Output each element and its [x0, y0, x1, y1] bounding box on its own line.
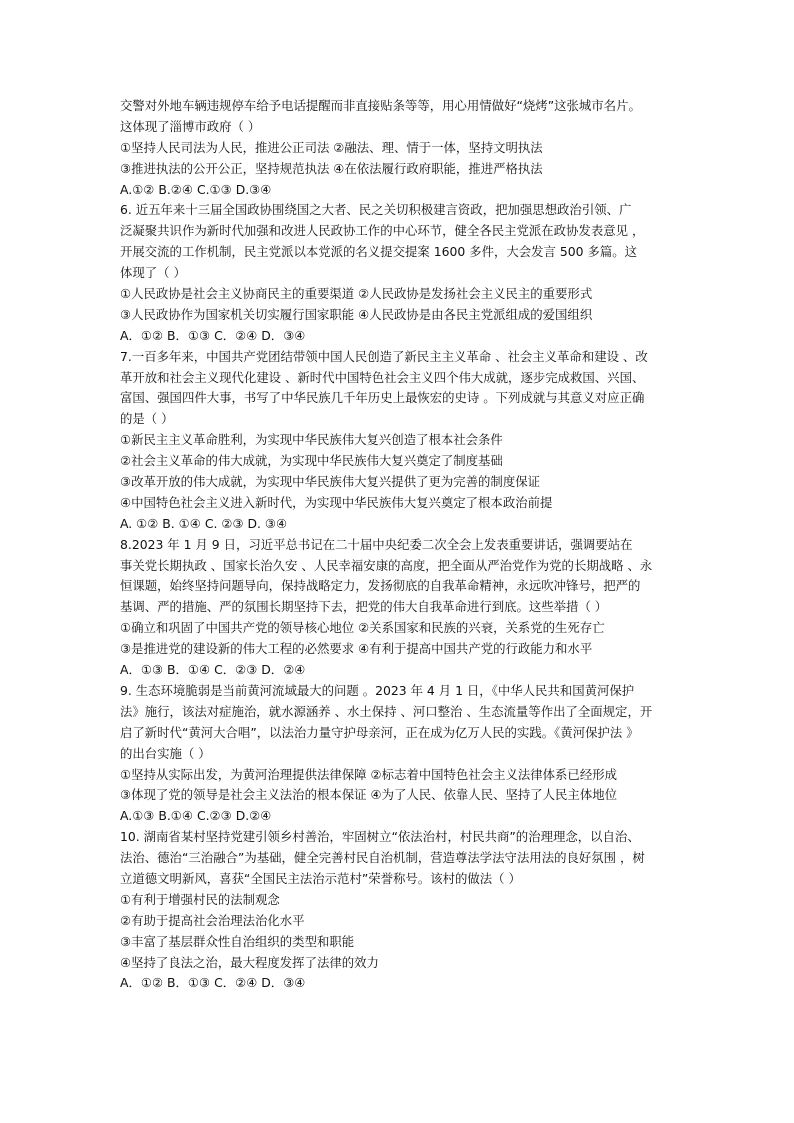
- q5-stem-line-1: 交警对外地车辆违规停车给予电话提醒而非直接贴条等等，用心用情做好“烧烤”这张城市名片。: [120, 98, 641, 113]
- q6-stem-line-3: 开展交流的工作机制，民主党派以本党派的名义提交提案 1600 多件，大会发言 500 多篇。这: [120, 244, 637, 260]
- q6-stem-line-2: 泛凝聚共识作为新时代加强和改进人民政协工作的中心环节，健全各民主党派在政协发表意见 ，: [120, 223, 645, 239]
- q7-stem-line-1: 7.一百多年来，中国共产党团结带领中国人民创造了新民主主义革命 、社会主义革命和建设 、改: [120, 348, 648, 364]
- q9-option-1-2: ①坚持从实际出发，为黄河治理提供法律保障 ②标志着中国特色社会主义法律体系已经形成: [120, 766, 617, 782]
- q6-answers: A．①② B．①③ C．②④ D．③④: [120, 327, 306, 343]
- q6-stem-line-1: 6. 近五年来十三届全国政协围绕国之大者、民之关切积极建言资政，把加强思想政治引领、广: [120, 202, 632, 218]
- q8-stem-line-4: 基调、严的措施、严的氛围长期坚持下去，把党的伟大自我革命进行到底。这些举措（ ）: [120, 599, 608, 615]
- q9-option-3-4: ③体现了党的领导是社会主义法治的根本保证 ④为了人民、依靠人民、坚持了人民主体地位: [120, 787, 617, 803]
- q9-stem-line-4: 的出台实施（ ）: [120, 745, 211, 761]
- q6-option-3-4: ③人民政协作为国家机关切实履行国家职能 ④人民政协是由各民主党派组成的爱国组织: [120, 306, 593, 322]
- q10-option-3: ③丰富了基层群众性自治组织的类型和职能: [120, 933, 355, 949]
- q7-option-3: ③改革开放的伟大成就，为实现中华民族伟大复兴提供了更为完善的制度保证: [120, 474, 540, 490]
- q5-option-3-4: ③推进执法的公开公正，坚持规范执法 ④在依法履行政府职能，推进严格执法: [120, 160, 543, 176]
- q5-option-1-2: ①坚持人民司法为人民，推进公正司法 ②融法、理、情于一体，坚持文明执法: [120, 139, 543, 155]
- exam-page: [120, 96, 690, 994]
- q10-answers: A．①② B．①③ C．②④ D．③④: [120, 975, 306, 991]
- q5-answers: A.①② B.②④ C.①③ D.③④: [120, 181, 272, 197]
- q10-option-2: ②有助于提高社会治理法治化水平: [120, 912, 305, 928]
- q7-option-1: ①新民主主义革命胜利，为实现中华民族伟大复兴创造了根本社会条件: [120, 432, 503, 448]
- q9-stem-line-3: 启了新时代“黄河大合唱”，以法治力量守护母亲河，正在成为亿万人民的实践。《黄河保护法 》: [120, 724, 639, 740]
- q8-option-3-4: ③是推进党的建设新的伟大工程的必然要求 ④有利于提高中国共产党的行政能力和水平: [120, 641, 593, 657]
- q5-stem-line-2: 这体现了淄博市政府（ ）: [120, 118, 261, 134]
- q8-answers: A．①③ B．①④ C．②③ D．②④: [120, 662, 306, 678]
- q10-stem-line-3: 立道德文明新风，喜获“全国民主法治示范村”荣誉称号。该村的做法（ ）: [120, 870, 521, 886]
- q7-answers: A. ①② B. ①④ C. ②③ D. ③④: [120, 515, 288, 531]
- q8-stem-line-2: 事关党长期执政 、国家长治久安 、人民幸福安康的高度，把全面从严治党作为党的长期战略 、永: [120, 557, 653, 573]
- q7-option-2: ②社会主义革命的伟大成就，为实现中华民族伟大复兴奠定了制度基础: [120, 453, 503, 469]
- q7-option-4: ④中国特色社会主义进入新时代，为实现中华民族伟大复兴奠定了根本政治前提: [120, 494, 553, 510]
- q10-stem-line-2: 法治、德治“三治融合”为基础，健全完善村民自治机制，营造尊法学法守法用法的良好氛围 ，树: [120, 850, 645, 866]
- q9-stem-line-2: 法》施行，该法对症施治，就水源涵养 、水土保持 、河口整治 、生态流量等作出了全面规定，开: [120, 703, 653, 719]
- q6-stem-line-4: 体现了（ ）: [120, 265, 186, 281]
- q8-stem-line-1: 8.2023 年 1 月 9 日，习近平总书记在二十届中央纪委二次全会上发表重要讲话，强调要站在: [120, 536, 633, 552]
- q8-stem-line-3: 恒课题，始终坚持问题导向，保持战略定力，发扬彻底的自我革命精神，永远吹冲锋号，把严的: [120, 578, 641, 594]
- q7-stem-line-2: 革开放和社会主义现代化建设 、新时代中国特色社会主义四个伟大成就，逐步完成救国、兴国、: [120, 369, 645, 385]
- q8-option-1-2: ①确立和巩固了中国共产党的领导核心地位 ②关系国家和民族的兴衰，关系党的生死存亡: [120, 620, 605, 636]
- q10-option-4: ④坚持了良法之治，最大程度发挥了法律的效力: [120, 954, 379, 970]
- q7-stem-line-3: 富国、强国四件大事，书写了中华民族几千年历史上最恢宏的史诗 。下列成就与其意义对应正确: [120, 390, 645, 406]
- q10-stem-line-1: 10. 湖南省某村坚持党建引领乡村善治，牢固树立“依法治村，村民共商”的治理理念，以自治、: [120, 829, 640, 845]
- q10-option-1: ①有利于增强村民的法制观念: [120, 891, 280, 907]
- q6-option-1-2: ①人民政协是社会主义协商民主的重要渠道 ②人民政协是发扬社会主义民主的重要形式: [120, 286, 593, 302]
- q9-stem-line-1: 9. 生态环境脆弱是当前黄河流域最大的问题 。2023 年 4 月 1 日，《中华人民共和国黄河保护: [120, 682, 635, 698]
- q7-stem-line-4: 的是（ ）: [120, 411, 174, 427]
- q9-answers: A.①③ B.①④ C.②③ D.②④: [120, 808, 272, 824]
